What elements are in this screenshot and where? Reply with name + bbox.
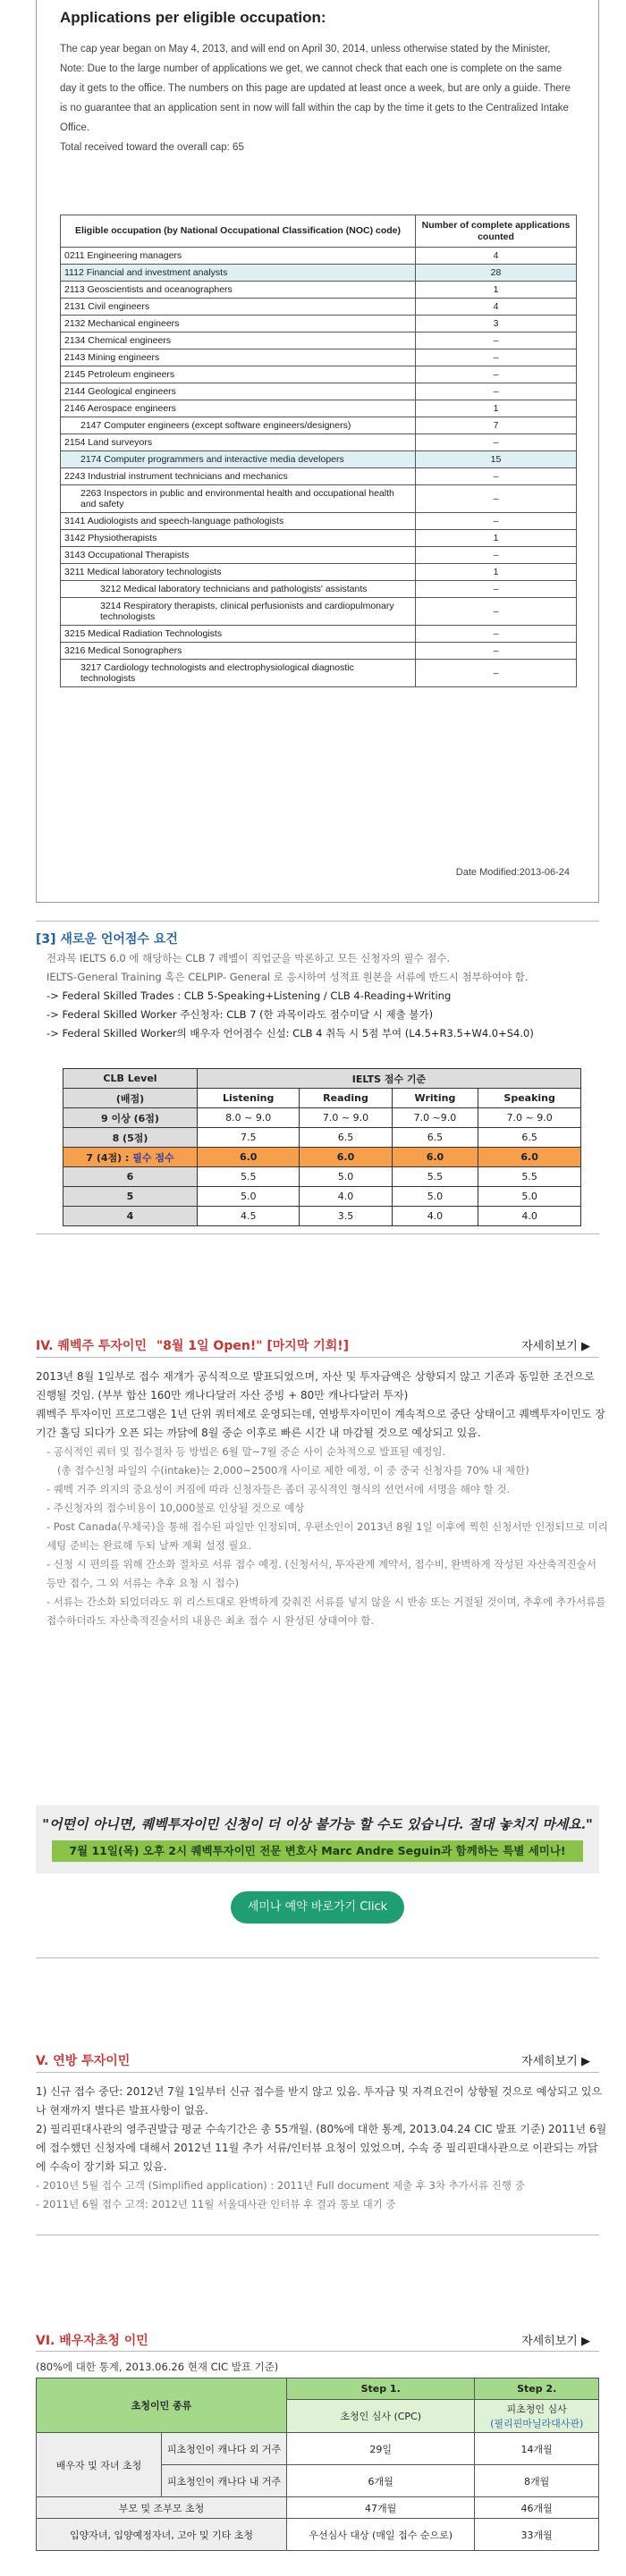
occupation-name: Cardiology technologists and electrophysiological diagnostic technologists xyxy=(80,662,354,684)
ielts-score-cell: 4.5 xyxy=(198,1207,300,1226)
table-row xyxy=(61,660,577,687)
quebec-para: 2013년 8월 1일부로 접수 재개가 공식적으로 발표되었으며, 자산 및 투자금액은 상향되지 않고 기존과 동일한 조건으로 진행될 것임. (부부 합산 160만 캐나다달러 자산 증빙 + 80만 캐나다달러 투자) xyxy=(36,1370,595,1402)
noc-code: 3211 xyxy=(64,567,85,577)
occupation-name: Computer engineers (except software engineers/designers) xyxy=(104,420,351,431)
type-header: 초청이민 종류 xyxy=(37,2378,287,2433)
ielts-score-cell: 6.0 xyxy=(478,1148,581,1167)
spouse-group-label: 배우자 및 자녀 초청 xyxy=(37,2433,162,2497)
ielts-score-cell: 5.5 xyxy=(198,1167,300,1187)
ielts-header-row xyxy=(63,1069,581,1089)
noc-code: 3215 xyxy=(64,628,86,639)
occupation-label xyxy=(64,516,411,526)
step2-sub-label: 피초청인 심사 xyxy=(506,2403,567,2415)
table-row xyxy=(61,417,577,434)
noc-code: 3142 xyxy=(64,533,86,543)
lang-section-title: [3] 새로운 언어점수 요건 xyxy=(36,932,178,947)
divider xyxy=(36,1233,599,1234)
count-cell: 1 xyxy=(416,530,577,547)
noc-code: 3141 xyxy=(64,516,86,526)
occupation-name: Industrial instrument technicians and mechanics xyxy=(88,471,288,482)
occupation-label xyxy=(64,533,411,543)
count-cell: 1 xyxy=(416,564,577,581)
date-modified: Date Modified:2013-06-24 xyxy=(455,867,570,878)
spouse-row xyxy=(37,2497,599,2519)
intro-line: Total received toward the overall cap: 65 xyxy=(60,142,244,153)
occupation-name: Mining engineers xyxy=(88,352,160,363)
table-row xyxy=(61,434,577,451)
ielts-row xyxy=(63,1148,581,1167)
noc-code: 2174 xyxy=(80,454,102,465)
table-row xyxy=(61,316,577,333)
occupation-cell xyxy=(61,626,416,643)
count-cell: – xyxy=(416,485,577,513)
step2-sub-embassy: (필리핀마닐라대사관) xyxy=(490,2418,584,2429)
federal-line: 1) 신규 접수 중단: 2012년 7월 1일부터 신규 접수를 받지 않고 있음. 투자금 및 자격요건이 상향될 것으로 예상되고 있으나 현재까지 별다른 발표사항이 없음. xyxy=(36,2085,603,2117)
ielts-score-cell: 4.0 xyxy=(300,1187,392,1207)
occupation-label xyxy=(64,662,411,684)
occupation-name: Inspectors in public and environmental health and occupational health and safety xyxy=(80,488,394,509)
count-cell: – xyxy=(416,581,577,598)
clb-points-header: (배점) xyxy=(63,1089,198,1108)
ielts-row xyxy=(63,1128,581,1148)
table-row xyxy=(61,349,577,366)
quebec-bullet: - 신청 시 편의를 위해 간소화 절차로 서류 접수 예정. (신청서식, 투자관계 계약서, 접수비, 완벽하게 작성된 자산축적진술서 등만 접수, 그 외 서류는 추후 요청 시 접수) xyxy=(47,1558,596,1589)
occupation-cell xyxy=(61,643,416,660)
occupation-label xyxy=(64,550,411,560)
row-label: 피초청인이 캐나다 외 거주 xyxy=(162,2433,287,2465)
ielts-score-cell: 6.5 xyxy=(300,1128,392,1148)
occupation-name: Geological engineers xyxy=(88,386,176,397)
count-cell: 15 xyxy=(416,451,577,468)
occupation-cell xyxy=(61,400,416,417)
federal-line: 2) 필리핀대사관의 영주권발급 평균 수속기간은 총 55개월. (80%에 대한 통계, 2013.04.24 CIC 발표 기준) 2011년 6월에 접수했던 신청자에 대해서 2012년 11월 추가 서류/인터뷰 요청이 있었으며, 수속 중 필리핀대사관으로 이관되는 까닭에 수속이 장기화 되고 있음. xyxy=(36,2123,607,2173)
table-row xyxy=(61,581,577,598)
quebec-bullet: - 주신청자의 접수비용이 10,000불로 인상될 것으로 예상 xyxy=(47,1502,305,1514)
ielts-group-header: IELTS 점수 기준 xyxy=(198,1069,581,1089)
occupation-document xyxy=(36,0,599,903)
step2-value: 46개월 xyxy=(475,2497,599,2519)
row-label: 피초청인이 캐나다 내 거주 xyxy=(162,2465,287,2497)
reading-header: Reading xyxy=(300,1089,392,1108)
occupation-table xyxy=(60,215,577,687)
occupation-cell xyxy=(61,581,416,598)
writing-header: Writing xyxy=(392,1089,478,1108)
table-row xyxy=(61,564,577,581)
occupation-cell xyxy=(61,366,416,383)
seminar-reserve-button[interactable]: 세미나 예약 바로가기 Click xyxy=(231,1891,404,1924)
occupation-cell xyxy=(61,434,416,451)
count-cell: 4 xyxy=(416,248,577,265)
count-cell: – xyxy=(416,468,577,485)
table-row xyxy=(61,626,577,643)
step2-value: 8개월 xyxy=(475,2465,599,2497)
occupation-cell xyxy=(61,660,416,687)
clb-level-cell xyxy=(63,1167,198,1187)
col-count-header: Number of complete applications counted xyxy=(416,215,577,248)
noc-code: 2131 xyxy=(64,301,86,312)
occupation-name: Audiologists and speech-language pathologists xyxy=(87,516,284,526)
count-cell: – xyxy=(416,547,577,564)
occupation-label xyxy=(64,437,411,448)
occupation-label xyxy=(64,645,411,656)
spouse-row xyxy=(37,2433,599,2465)
occupation-name: Financial and investment analysts xyxy=(86,267,228,278)
ielts-score-cell: 7.0 ~ 9.0 xyxy=(300,1108,392,1128)
quebec-title-b: "8월 1일 Open!" [마지막 기회!] xyxy=(156,1339,350,1353)
occupation-name: Geoscientists and oceanographers xyxy=(87,284,233,295)
occupation-label xyxy=(64,250,411,261)
occupation-cell xyxy=(61,265,416,282)
count-cell: 1 xyxy=(416,400,577,417)
occupation-name: Land surveyors xyxy=(88,437,153,448)
occupation-label xyxy=(64,386,411,397)
clb-level-cell xyxy=(63,1128,198,1148)
occupation-name: Medical Sonographers xyxy=(88,645,182,656)
speaking-header: Speaking xyxy=(478,1089,581,1108)
noc-code: 2147 xyxy=(80,420,102,431)
noc-code: 3214 xyxy=(100,601,122,611)
occupation-label xyxy=(64,335,411,346)
ielts-score-cell: 7.0 ~9.0 xyxy=(392,1108,478,1128)
noc-code: 2243 xyxy=(64,471,86,482)
doc-title: Applications per eligible occupation: xyxy=(60,9,326,26)
ielts-score-cell: 5.0 xyxy=(198,1187,300,1207)
divider xyxy=(36,1957,599,1958)
occupation-label xyxy=(64,369,411,380)
federal-line: - 2010년 5월 접수 고객 (Simplified application) : 2011년 Full document 제출 후 3차 추가서류 진행 중 xyxy=(36,2179,525,2192)
occupation-name: Civil engineers xyxy=(88,301,150,312)
divider xyxy=(36,2072,599,2073)
lang-requirements xyxy=(36,949,608,1043)
occupation-name: Respiratory therapists, clinical perfusionists and cardiopulmonary technologists xyxy=(100,601,394,622)
noc-code: 2146 xyxy=(64,403,86,414)
spouse-table xyxy=(36,2378,599,2551)
ielts-score-cell: 5.5 xyxy=(478,1167,581,1187)
clb-level-text: 7 (4점) : xyxy=(86,1151,133,1164)
occupation-label xyxy=(64,454,411,465)
clb-level-text: 4 xyxy=(126,1210,134,1222)
count-cell: – xyxy=(416,349,577,366)
ielts-row xyxy=(63,1187,581,1207)
lang-line: 전과목 IELTS 6.0 에 해당하는 CLB 7 레벨이 직업군을 막론하고 모든 신청자의 필수 점수. xyxy=(47,952,451,964)
table-row xyxy=(61,485,577,513)
clb-level-cell xyxy=(63,1108,198,1128)
occupation-cell xyxy=(61,513,416,530)
noc-code: 2113 xyxy=(64,284,85,295)
count-cell: 7 xyxy=(416,417,577,434)
ielts-score-cell: 5.0 xyxy=(392,1187,478,1207)
occupation-label xyxy=(64,284,411,295)
step1-value: 29일 xyxy=(287,2433,475,2465)
occupation-label xyxy=(64,471,411,482)
count-cell: – xyxy=(416,366,577,383)
step2-value: 14개월 xyxy=(475,2433,599,2465)
doc-intro xyxy=(60,39,575,157)
step2-header: Step 2. xyxy=(475,2378,599,2400)
occupation-label xyxy=(64,352,411,363)
quebec-section-title xyxy=(36,1336,349,1354)
occupation-name: Occupational Therapists xyxy=(88,550,190,560)
count-cell: 3 xyxy=(416,316,577,333)
occupation-cell xyxy=(61,299,416,316)
occupation-label xyxy=(64,301,411,312)
occupation-name: Mechanical engineers xyxy=(88,318,180,329)
table-row xyxy=(61,513,577,530)
spouse-more-link[interactable]: 자세히보기 ▶ xyxy=(521,2335,590,2348)
spouse-section-title: VI. 배우자초청 이민 xyxy=(36,2334,148,2348)
clb-level-cell xyxy=(63,1187,198,1207)
ielts-row xyxy=(63,1207,581,1226)
occupation-label xyxy=(64,601,411,622)
count-cell: 4 xyxy=(416,299,577,316)
noc-code: 1112 xyxy=(64,267,84,278)
federal-more-link[interactable]: 자세히보기 ▶ xyxy=(521,2055,590,2068)
quebec-more-link[interactable]: 자세히보기 ▶ xyxy=(521,1340,590,1353)
count-cell: 28 xyxy=(416,265,577,282)
lang-line: IELTS-General Training 혹은 CELPIP- General 로 응시하여 성적표 원본을 서류에 반드시 첨부하여야 함. xyxy=(47,971,529,983)
occupation-name: Medical laboratory technicians and pathologists' assistants xyxy=(123,584,368,594)
occupation-name: Medical Radiation Technologists xyxy=(88,628,223,639)
table-row xyxy=(61,598,577,626)
spouse-header-row xyxy=(37,2378,599,2400)
noc-code: 2145 xyxy=(64,369,86,380)
quebec-title-a: IV. 퀘벡주 투자이민 xyxy=(36,1339,147,1353)
occupation-cell xyxy=(61,564,416,581)
occupation-label xyxy=(64,267,411,278)
occupation-cell xyxy=(61,383,416,400)
ielts-score-cell: 5.5 xyxy=(392,1167,478,1187)
step1-sub: 초청인 심사 (CPC) xyxy=(287,2400,475,2433)
step1-value: 우선심사 대상 (매일 접수 순으로) xyxy=(287,2519,475,2551)
count-cell: – xyxy=(416,383,577,400)
table-row xyxy=(61,400,577,417)
occupation-cell xyxy=(61,468,416,485)
table-row xyxy=(61,530,577,547)
table-header-row xyxy=(61,215,577,248)
table-row xyxy=(61,299,577,316)
occupation-cell xyxy=(61,248,416,265)
required-score-label: 필수 점수 xyxy=(132,1151,174,1164)
row-label: 부모 및 조부모 초청 xyxy=(37,2497,287,2519)
occupation-cell xyxy=(61,333,416,349)
table-row xyxy=(61,383,577,400)
occupation-label xyxy=(64,567,411,577)
occupation-cell xyxy=(61,451,416,468)
listening-header: Listening xyxy=(198,1089,300,1108)
spouse-row xyxy=(37,2519,599,2551)
federal-body xyxy=(36,2083,608,2214)
occupation-cell xyxy=(61,598,416,626)
ielts-score-cell: 6.5 xyxy=(478,1128,581,1148)
intro-line: The cap year began on May 4, 2013, and will end on April 30, 2014, unless otherwise stated by the Minister, xyxy=(60,44,551,55)
occupation-name: Engineering managers xyxy=(87,250,182,261)
noc-code: 3216 xyxy=(64,645,86,656)
table-row xyxy=(61,333,577,349)
occupation-label xyxy=(64,403,411,414)
count-cell: – xyxy=(416,434,577,451)
seminar-notice: 7월 11일(목) 오후 2시 퀘벡투자이민 전문 변호사 Marc Andre Seguin과 함께하는 특별 세미나! xyxy=(52,1840,583,1862)
row-label: 입양자녀, 입양예정자녀, 고아 및 기타 초청 xyxy=(37,2519,287,2551)
occupation-cell xyxy=(61,530,416,547)
spouse-subtitle: (80%에 대한 통계, 2013.06.26 현재 CIC 발표 기준) xyxy=(36,2361,279,2373)
lang-line: -> Federal Skilled Worker의 배우자 언어점수 신설: CLB 4 취득 시 5점 부여 (L4.5+R3.5+W4.0+S4.0) xyxy=(47,1027,534,1040)
ielts-score-cell: 4.0 xyxy=(478,1207,581,1226)
ielts-score-cell: 3.5 xyxy=(300,1207,392,1226)
count-cell: 1 xyxy=(416,282,577,299)
count-cell: – xyxy=(416,333,577,349)
step2-value: 33개월 xyxy=(475,2519,599,2551)
table-row xyxy=(61,248,577,265)
noc-code: 2154 xyxy=(64,437,86,448)
noc-code: 3217 xyxy=(80,662,102,673)
seminar-banner xyxy=(36,1806,599,1873)
table-row xyxy=(61,468,577,485)
occupation-label xyxy=(64,628,411,639)
ielts-table xyxy=(63,1068,581,1226)
ielts-score-cell: 7.0 ~ 9.0 xyxy=(478,1108,581,1128)
quebec-bullet: - Post Canada(우체국)을 통해 접수된 파일만 인정되며, 우편소인이 2013년 8월 1일 이후에 찍힌 신청서만 인정되므로 미리 세팅 준비는 완료해 두되 날짜 계획 설정 필요. xyxy=(47,1520,608,1552)
noc-code: 2134 xyxy=(64,335,86,346)
ielts-score-cell: 5.0 xyxy=(478,1187,581,1207)
ielts-score-cell: 6.0 xyxy=(300,1148,392,1167)
ielts-score-cell: 6.5 xyxy=(392,1128,478,1148)
ielts-score-cell: 5.0 xyxy=(300,1167,392,1187)
noc-code: 2263 xyxy=(80,488,102,499)
noc-code: 3143 xyxy=(64,550,86,560)
count-cell: – xyxy=(416,643,577,660)
ielts-score-cell: 6.0 xyxy=(392,1148,478,1167)
table-row xyxy=(61,282,577,299)
occupation-name: Medical laboratory technologists xyxy=(87,567,222,577)
occupation-name: Computer programmers and interactive media developers xyxy=(104,454,344,465)
federal-section-title: V. 연방 투자이민 xyxy=(36,2054,131,2068)
ielts-score-cell: 6.0 xyxy=(198,1148,300,1167)
count-cell: – xyxy=(416,598,577,626)
step2-sub xyxy=(475,2400,599,2433)
table-row xyxy=(61,547,577,564)
ielts-subheader-row xyxy=(63,1089,581,1108)
ielts-score-cell: 4.0 xyxy=(392,1207,478,1226)
occupation-name: Physiotherapists xyxy=(88,533,157,543)
occupation-name: Aerospace engineers xyxy=(87,403,176,414)
clb-level-header: CLB Level xyxy=(63,1069,198,1089)
divider xyxy=(36,921,599,922)
ielts-row xyxy=(63,1108,581,1128)
step1-value: 6개월 xyxy=(287,2465,475,2497)
noc-code: 0211 xyxy=(64,250,85,261)
intro-line: Note: Due to the large number of applications we get, we cannot check that each one is complete on the same day it gets to the office. The numbers on this page are updated at least once a week, but are only a guide. There is no guarantee that an application sent in now will fall within the cap by the time it gets to the Centralized Intake Office. xyxy=(60,63,571,133)
lang-line: -> Federal Skilled Trades : CLB 5-Speaking+Listening / CLB 4-Reading+Writing xyxy=(47,989,452,1002)
count-cell: – xyxy=(416,513,577,530)
occupation-cell xyxy=(61,316,416,333)
occupation-label xyxy=(64,420,411,431)
quebec-bullet: - 공식적인 쿼터 및 접수절차 등 방법은 6월 말~7월 중순 사이 순차적으로 발표될 예정임. xyxy=(47,1445,446,1458)
count-cell: – xyxy=(416,626,577,643)
clb-level-text: 6 xyxy=(126,1171,134,1183)
occupation-cell xyxy=(61,349,416,366)
occupation-label xyxy=(64,318,411,329)
divider xyxy=(36,1357,599,1358)
clb-level-text: 9 이상 (6점) xyxy=(101,1112,159,1124)
count-cell: – xyxy=(416,660,577,687)
clb-level-cell xyxy=(63,1148,198,1167)
table-row xyxy=(61,643,577,660)
quebec-bullet: - 퀘벡 거주 의지의 중요성이 커짐에 따라 신청자들은 좀더 공식적인 형식의 선언서에 서명을 해야 할 것. xyxy=(47,1483,511,1495)
federal-line: - 2011년 6월 접수 고객: 2012년 11월 서울대사관 인터뷰 후 결과 통보 대기 중 xyxy=(36,2198,396,2210)
table-row xyxy=(61,265,577,282)
occupation-cell xyxy=(61,485,416,513)
occupation-cell xyxy=(61,547,416,564)
ielts-score-cell: 7.5 xyxy=(198,1128,300,1148)
noc-code: 2143 xyxy=(64,352,86,363)
occupation-label xyxy=(64,488,411,509)
table-row xyxy=(61,451,577,468)
noc-code: 2144 xyxy=(64,386,86,397)
occupation-cell xyxy=(61,417,416,434)
step1-header: Step 1. xyxy=(287,2378,475,2400)
quebec-body xyxy=(36,1368,608,1630)
noc-code: 2132 xyxy=(64,318,86,329)
quebec-para: 퀘벡주 투자이민 프로그램은 1년 단위 쿼터제로 운영되는데, 연방투자이민이 계속적으로 중단 상태이고 퀘벡투자이민도 장기간 홀딩 되다가 오픈 되는 까닭에 8월 중순 이후로 빠른 시간 내 마감될 것으로 예상되고 있음. xyxy=(36,1408,605,1439)
clb-level-cell xyxy=(63,1207,198,1226)
quote-text: "어떤이 아니면, 퀘벡투자이민 신청이 더 이상 불가능 할 수도 있습니다. 절대 놓치지 마세요." xyxy=(42,1816,593,1832)
occupation-name: Chemical engineers xyxy=(88,335,172,346)
col-occupation-header: Eligible occupation (by National Occupational Classification (NOC) code) xyxy=(61,215,416,248)
clb-level-text: 5 xyxy=(126,1191,134,1202)
lang-line: -> Federal Skilled Worker 주신청자: CLB 7 (한 과목이라도 점수미달 시 제출 불가) xyxy=(47,1008,434,1021)
quebec-bullet: (총 접수신청 파일의 수(intake)는 2,000~2500개 사이로 제한 예정, 이 중 중국 신청자를 70% 내 제한) xyxy=(57,1464,529,1477)
occupation-name: Petroleum engineers xyxy=(88,369,175,380)
divider xyxy=(36,2351,599,2352)
clb-level-text: 8 (5점) xyxy=(112,1132,148,1144)
noc-code: 3212 xyxy=(100,584,122,594)
table-row xyxy=(61,366,577,383)
occupation-cell xyxy=(61,282,416,299)
quebec-bullet: - 서류는 간소화 되었더라도 위 리스트대로 완벽하게 갖춰진 서류를 넣지 않을 시 반송 또는 거절될 것이며, 추후에 추가서류를 접수하더라도 자산축적진술서의 내용은 최초 접수 시 완성된 상태여야 함. xyxy=(47,1595,606,1627)
ielts-score-cell: 8.0 ~ 9.0 xyxy=(198,1108,300,1128)
occupation-label xyxy=(64,584,411,594)
step1-value: 47개월 xyxy=(287,2497,475,2519)
ielts-row xyxy=(63,1167,581,1187)
